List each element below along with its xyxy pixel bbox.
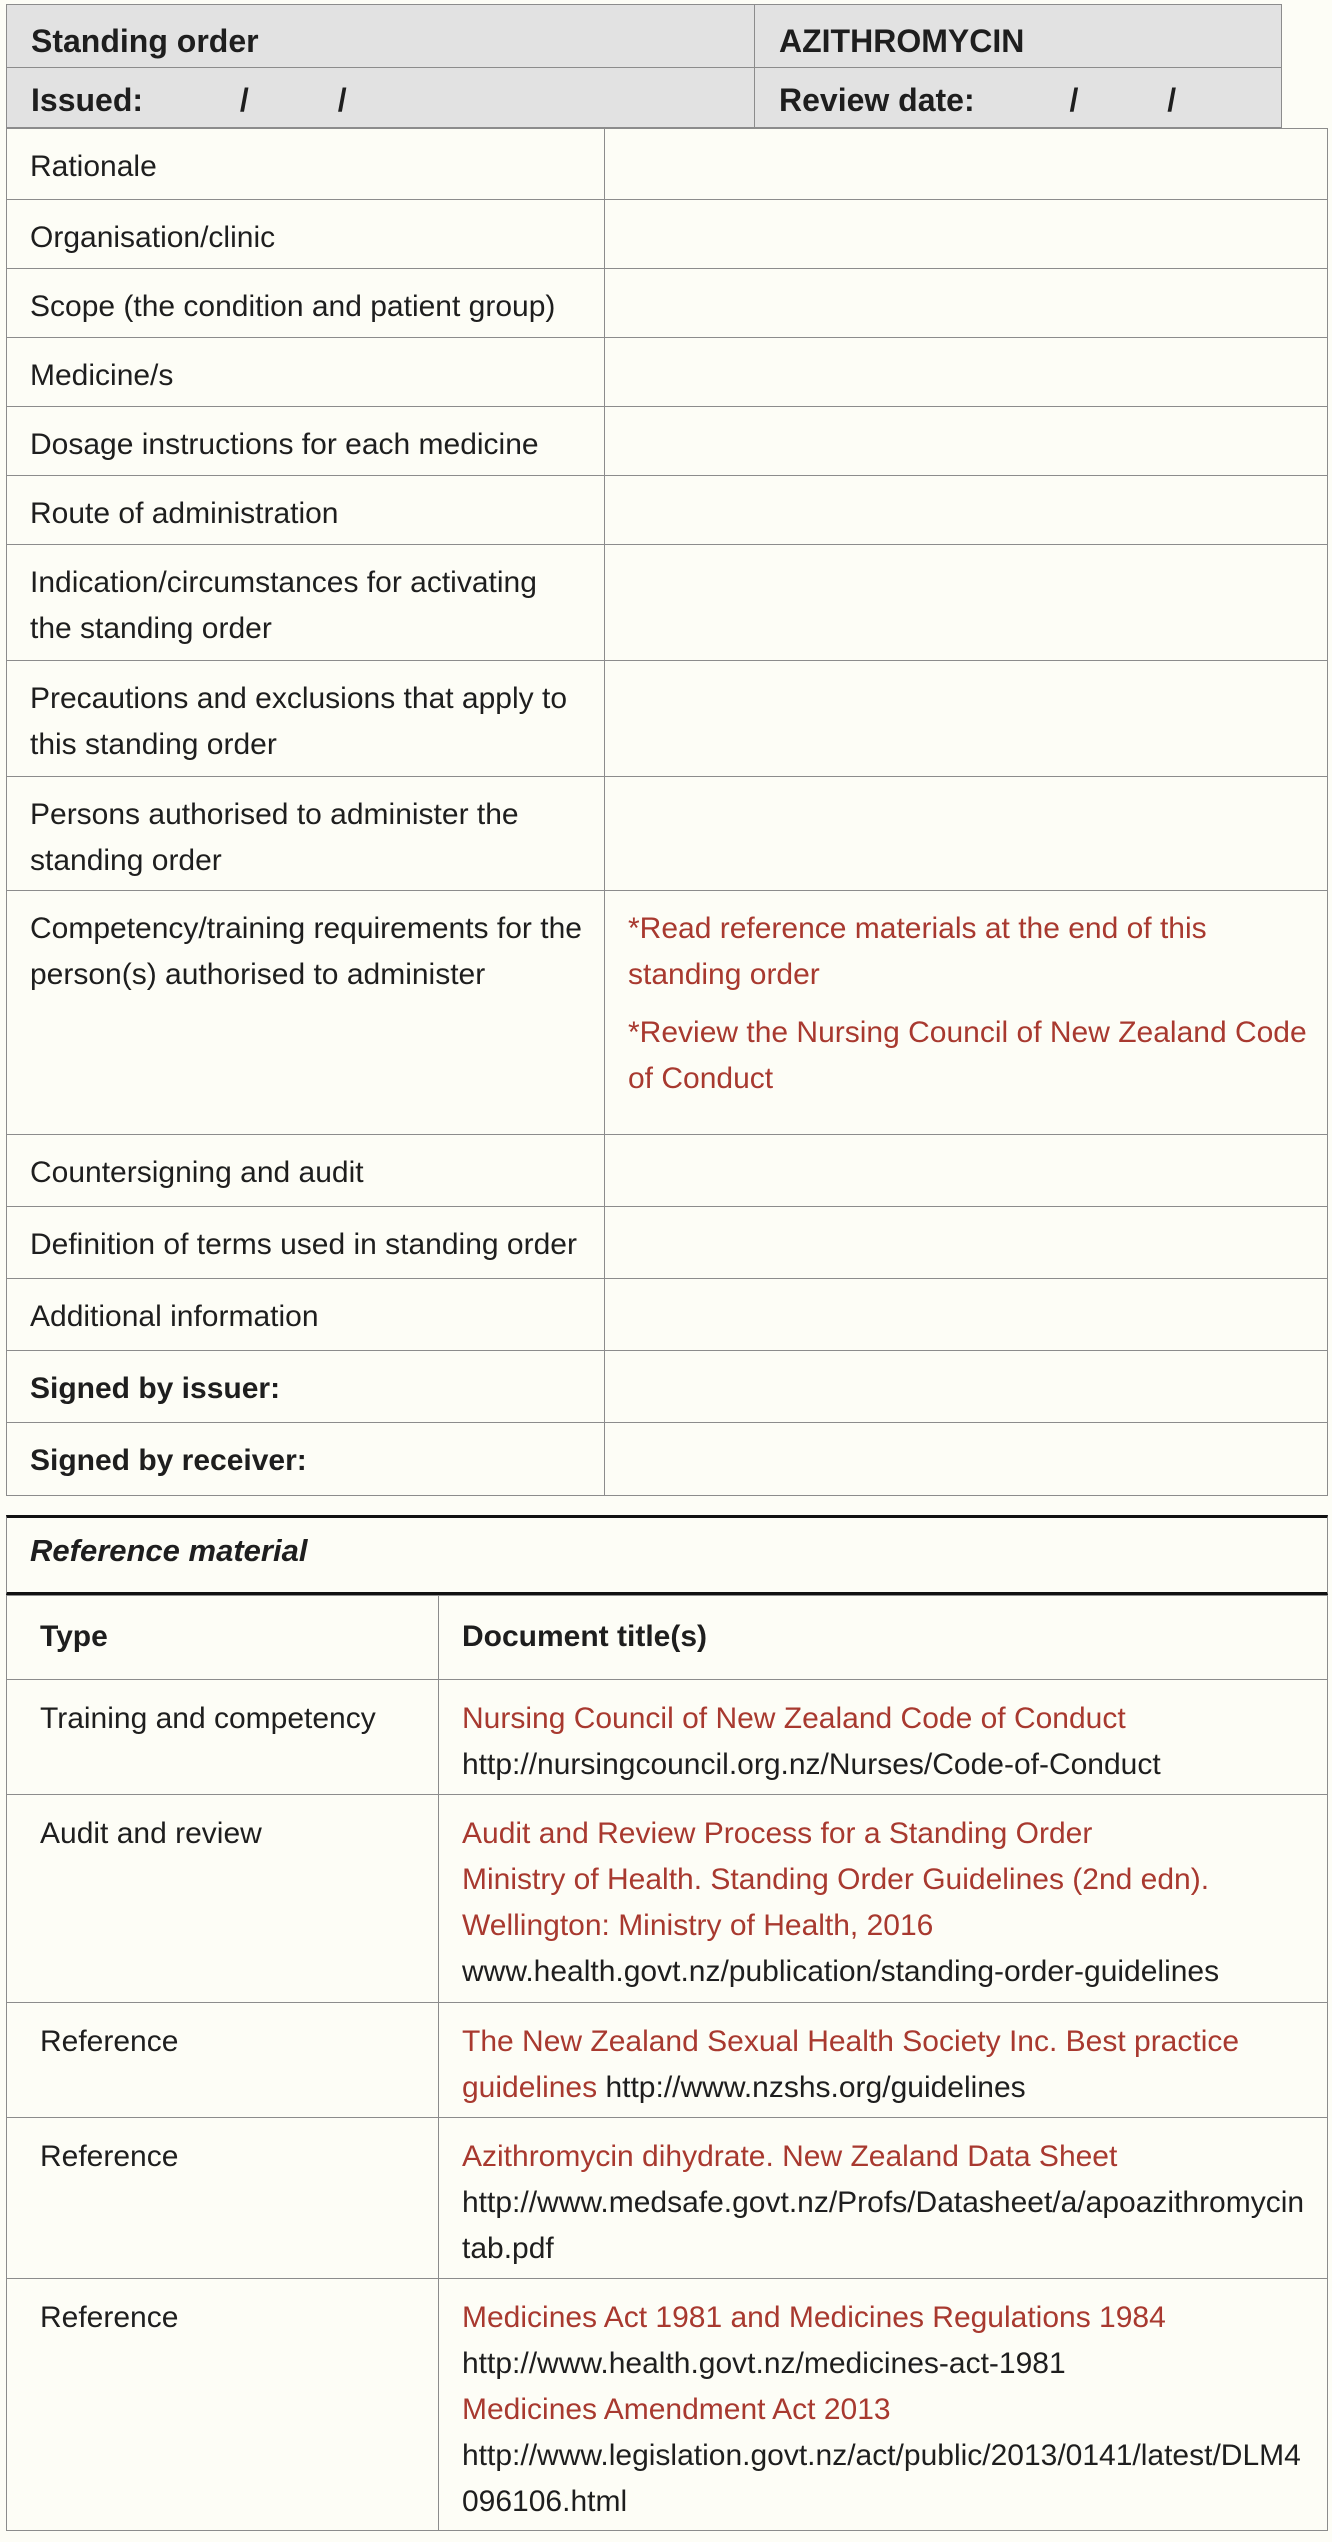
signed-by-issuer-label: Signed by issuer: — [7, 1351, 605, 1423]
column-header-type: Type — [7, 1596, 439, 1680]
reference-type: Audit and review — [7, 1795, 439, 2003]
reference-link[interactable]: Medicines Act 1981 and Medicines Regulations 1984 — [462, 2301, 1166, 2334]
table-header-row — [7, 1596, 1328, 1680]
row-value[interactable] — [605, 338, 1328, 407]
reference-url[interactable]: http://www.legislation.govt.nz/act/public/2013/0141/latest/DLM4096106.html — [462, 2439, 1301, 2518]
row-label: Competency/training requirements for the person(s) authorised to administer — [7, 891, 605, 1135]
row-label: Route of administration — [7, 476, 605, 545]
medicine-name: AZITHROMYCIN — [779, 23, 1025, 59]
reference-type: Reference — [7, 2279, 439, 2531]
reference-link[interactable]: Ministry of Health. Standing Order Guidelines (2nd edn). — [462, 1863, 1210, 1896]
table-row — [7, 2279, 1328, 2531]
row-label: Medicine/s — [7, 338, 605, 407]
standing-order-table — [6, 128, 1328, 1496]
signed-by-receiver-label: Signed by receiver: — [7, 1423, 605, 1496]
reference-link[interactable]: Audit and Review Process for a Standing Order — [462, 1817, 1093, 1850]
reference-link[interactable]: Medicines Amendment Act 2013 — [462, 2393, 891, 2426]
row-label: Additional information — [7, 1279, 605, 1351]
date-slash: / — [337, 82, 347, 118]
column-header-title: Document title(s) — [439, 1596, 1328, 1680]
row-value[interactable] — [605, 545, 1328, 661]
reference-url[interactable]: www.health.govt.nz/publication/standing-order-guidelines — [462, 1955, 1220, 1988]
reference-link[interactable]: Nursing Council of New Zealand Code of Conduct — [462, 1702, 1126, 1735]
competency-note: *Review the Nursing Council of New Zealand Code of Conduct — [628, 1016, 1307, 1095]
signature-field[interactable] — [605, 1351, 1328, 1423]
row-label: Dosage instructions for each medicine — [7, 407, 605, 476]
date-slash: / — [239, 82, 249, 118]
table-row — [7, 891, 1328, 1135]
review-date — [779, 80, 1176, 120]
table-row — [7, 1207, 1328, 1279]
table-row — [7, 200, 1328, 269]
issued-label: Issued: — [31, 82, 144, 118]
date-slash: / — [1167, 82, 1177, 118]
reference-type: Reference — [7, 2118, 439, 2279]
table-row — [7, 1279, 1328, 1351]
reference-titles — [439, 2003, 1328, 2118]
reference-url[interactable]: http://www.nzshs.org/guidelines — [605, 2071, 1026, 2104]
table-row — [7, 777, 1328, 891]
form-title: Standing order — [31, 23, 259, 59]
row-value[interactable] — [605, 269, 1328, 338]
table-row — [7, 661, 1328, 777]
reference-url[interactable]: http://nursingcouncil.org.nz/Nurses/Code-of-Conduct — [462, 1748, 1161, 1781]
reference-titles — [439, 2279, 1328, 2531]
reference-link[interactable]: The New Zealand Sexual Health Society Inc. Best practice guidelines — [462, 2025, 1240, 2104]
row-label: Precautions and exclusions that apply to this standing order — [7, 661, 605, 777]
table-row — [7, 2118, 1328, 2279]
row-value[interactable] — [605, 129, 1328, 200]
table-row — [7, 338, 1328, 407]
row-value[interactable] — [605, 476, 1328, 545]
date-slash: / — [1069, 82, 1079, 118]
row-label: Persons authorised to administer the standing order — [7, 777, 605, 891]
table-row — [7, 2003, 1328, 2118]
reference-url[interactable]: http://www.medsafe.govt.nz/Profs/Datasheet/a/apoazithromycintab.pdf — [462, 2186, 1305, 2265]
table-row — [7, 1135, 1328, 1207]
row-value[interactable] — [605, 200, 1328, 269]
row-value[interactable] — [605, 1135, 1328, 1207]
reference-link[interactable]: Azithromycin dihydrate. New Zealand Data Sheet — [462, 2140, 1118, 2173]
row-label: Rationale — [7, 129, 605, 200]
reference-heading: Reference material — [6, 1515, 1328, 1595]
row-label: Organisation/clinic — [7, 200, 605, 269]
table-row — [7, 129, 1328, 200]
form-header — [6, 4, 1282, 128]
table-row — [7, 269, 1328, 338]
table-row — [7, 476, 1328, 545]
table-row — [7, 1795, 1328, 2003]
competency-note: *Read reference materials at the end of this standing order — [628, 912, 1207, 991]
row-value[interactable] — [605, 1207, 1328, 1279]
row-value[interactable] — [605, 661, 1328, 777]
row-label: Scope (the condition and patient group) — [7, 269, 605, 338]
review-label: Review date: — [779, 82, 975, 118]
row-value[interactable] — [605, 407, 1328, 476]
row-value[interactable] — [605, 1279, 1328, 1351]
row-label: Definition of terms used in standing order — [7, 1207, 605, 1279]
reference-url[interactable]: http://www.health.govt.nz/medicines-act-1981 — [462, 2347, 1066, 2380]
reference-link[interactable]: Wellington: Ministry of Health, 2016 — [462, 1909, 934, 1942]
reference-titles — [439, 1680, 1328, 1795]
reference-type: Training and competency — [7, 1680, 439, 1795]
issued-date — [31, 80, 347, 120]
reference-titles — [439, 2118, 1328, 2279]
table-row — [7, 1423, 1328, 1496]
table-row — [7, 1351, 1328, 1423]
table-row — [7, 545, 1328, 661]
row-label: Indication/circumstances for activating the standing order — [7, 545, 605, 661]
table-row — [7, 407, 1328, 476]
reference-table — [6, 1595, 1328, 2531]
row-value[interactable] — [605, 891, 1328, 1135]
reference-titles — [439, 1795, 1328, 2003]
reference-type: Reference — [7, 2003, 439, 2118]
row-value[interactable] — [605, 777, 1328, 891]
table-row — [7, 1680, 1328, 1795]
row-label: Countersigning and audit — [7, 1135, 605, 1207]
signature-field[interactable] — [605, 1423, 1328, 1496]
